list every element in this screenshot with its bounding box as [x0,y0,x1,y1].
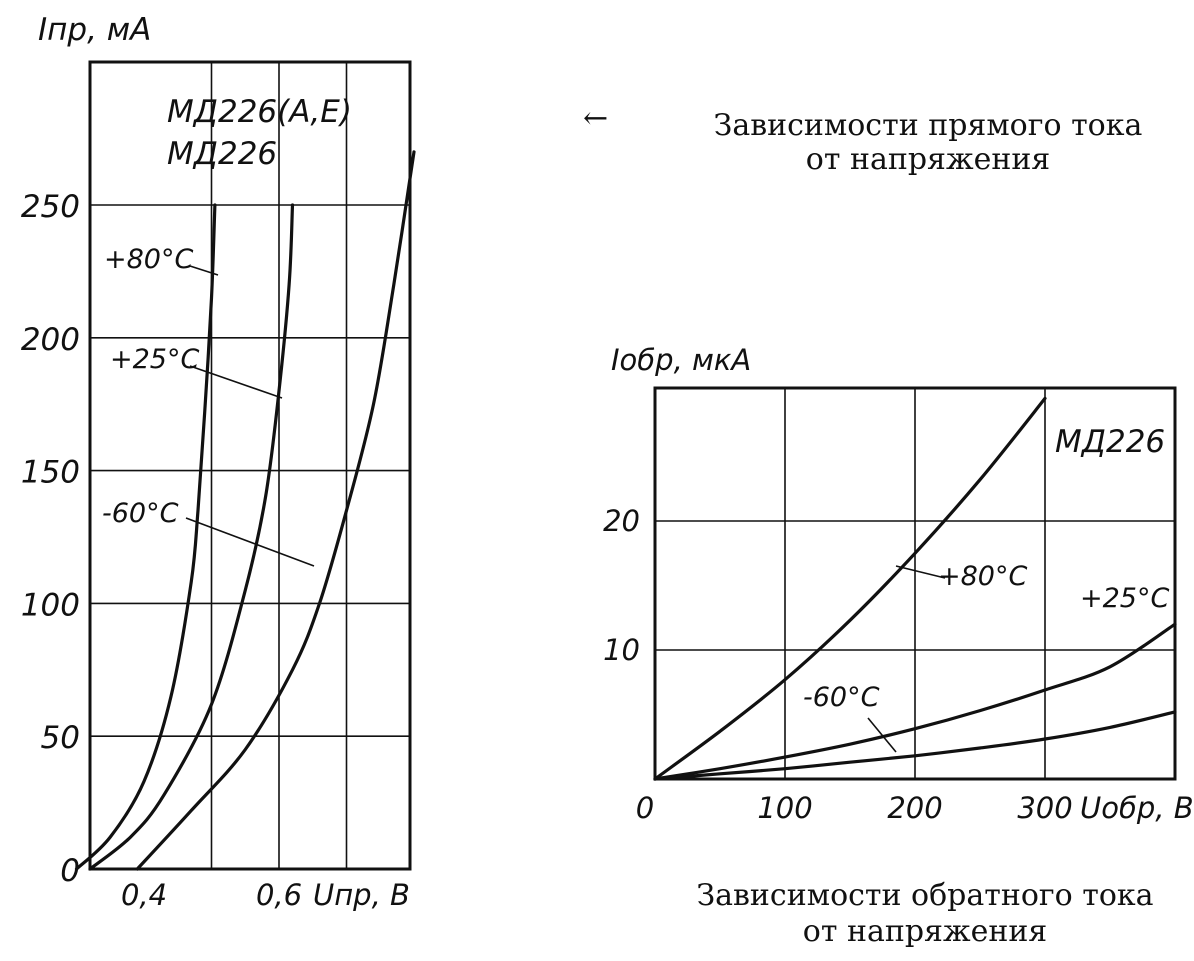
forward-caption: Зависимости прямого тока от напряжения [713,108,1143,177]
reverse-x-axis-label: Uобр, В [1080,791,1194,825]
forward-y-tick-labels [21,189,80,889]
forward-series-leader [186,518,314,566]
reverse-current-chart [603,343,1194,825]
forward-chart-grid [90,62,410,869]
forward-y-tick-label: 150 [20,454,80,491]
forward-x-tick-label: 0,6 [255,878,303,912]
forward-chart-title: МД226(А,Е) МД226 [167,94,352,172]
forward-y-tick-label: 100 [20,587,80,624]
reverse-x-tick-label: 300 [1017,791,1073,825]
forward-y-tick-label: 250 [20,189,80,225]
forward-series-line [77,205,215,869]
reverse-y-tick-labels [603,504,640,667]
reverse-series-label: +80°C [938,561,1028,592]
reverse-series-labels [803,561,1169,752]
forward-y-tick-label: 200 [20,321,80,358]
forward-y-tick-label: 50 [40,720,80,757]
forward-series-leader [190,366,282,398]
forward-series-line [90,205,293,869]
arrow-glyph: ← [583,101,609,136]
reverse-x-tick-label: 100 [757,791,813,825]
reverse-x-tick-label: 200 [887,791,943,825]
forward-y-axis-label: Iпр, мА [38,12,152,48]
reverse-y-axis-label: Iобр, мкА [611,343,752,377]
reverse-x-tick-labels [636,791,1073,825]
reverse-y-tick-label: 10 [603,633,640,667]
forward-series-labels [102,244,314,566]
forward-y-tick-label: 0 [60,853,80,889]
forward-x-axis-label: Uпр, В [313,878,410,912]
reverse-series-label: -60°C [803,682,880,713]
reverse-series-label: +25°C [1080,583,1170,614]
reverse-y-tick-label: 20 [603,504,640,538]
forward-series-label: +80°C [104,244,194,275]
forward-x-tick-label: 0,4 [120,878,168,912]
forward-current-chart [21,12,414,912]
forward-chart-frame [90,62,410,869]
forward-series-label: -60°C [102,498,179,529]
reverse-x-tick-label: 0 [635,791,655,825]
forward-x-tick-labels [121,878,302,912]
forward-series-label: +25°C [110,344,200,375]
reverse-chart-title: МД226 [1055,424,1166,460]
reverse-caption: Зависимости обратного тока от напряжения [696,878,1154,949]
